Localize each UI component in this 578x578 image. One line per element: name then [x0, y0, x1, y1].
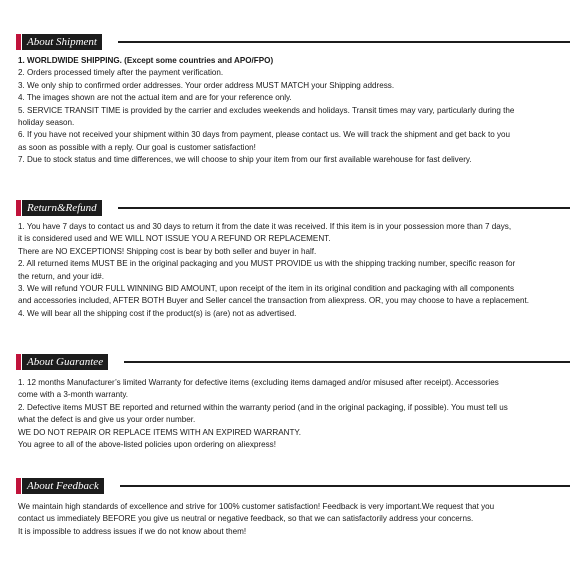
- header-accent-bar: [16, 354, 21, 370]
- section-header: [0, 198, 578, 218]
- body-line: 1. You have 7 days to contact us and 30 days to return it from the date it was received. If this item is in your possession more than 7 days,: [18, 222, 512, 231]
- section-body: [0, 221, 578, 320]
- body-line: We maintain high standards of excellence and strive for 100% customer satisfaction! Feedback is very important.We request that you: [18, 502, 495, 511]
- section-about-guarantee: [0, 352, 578, 451]
- section-title: About Feedback: [22, 478, 104, 494]
- body-line: WE DO NOT REPAIR OR REPLACE ITEMS WITH AN EXPIRED WARRANTY.: [18, 427, 302, 437]
- body-line: 2. Defective items MUST BE reported and returned within the warranty period (and in the original packaging, if possible). You must tell us: [18, 402, 508, 412]
- body-line: 3. We will refund YOUR FULL WINNING BID AMOUNT, upon receipt of the item in its original condition and packaging with all components: [18, 284, 515, 294]
- section-header: [0, 32, 578, 52]
- body-line: 4. The images shown are not the actual item and are for your reference only.: [18, 93, 292, 103]
- body-line: the return, and your id#.: [18, 271, 104, 281]
- section-title: Return&Refund: [22, 200, 102, 216]
- body-line: it is considered used and WE WILL NOT ISSUE YOU A REFUND OR REPLACEMENT.: [18, 234, 331, 244]
- body-line: 2. All returned items MUST BE in the original packaging and you MUST PROVIDE us with the shipping tracking number, specific reason for: [18, 259, 516, 269]
- section-about-feedback: [0, 476, 578, 538]
- body-line: 5. SERVICE TRANSIT TIME is provided by the carrier and excludes weekends and holidays. Transit times may vary, particularly during the: [18, 105, 515, 115]
- header-rule: [124, 361, 570, 363]
- header-rule: [118, 41, 570, 43]
- body-line: 2. Orders processed timely after the payment verification.: [18, 68, 224, 78]
- body-line: 1. 12 months Manufacturer’s limited Warranty for defective items (excluding items damaged and/or misused after receipt). Accessories: [18, 378, 499, 387]
- header-rule: [120, 485, 570, 487]
- body-line: 4. We will bear all the shipping cost if the product(s) is (are) not as advertised.: [18, 308, 297, 318]
- section-body: [0, 377, 578, 451]
- body-line: It is impossible to address issues if we do not know about them!: [18, 526, 247, 536]
- section-return-refund: [0, 198, 578, 320]
- body-line: 3. We only ship to confirmed order addresses. Your order address MUST MATCH your Shipping address.: [18, 80, 395, 90]
- section-title: About Guarantee: [22, 354, 108, 370]
- header-rule: [118, 207, 570, 209]
- body-line: holiday season.: [18, 118, 75, 128]
- section-header: [0, 352, 578, 372]
- body-line: You agree to all of the above-listed policies upon ordering on aliexpress!: [18, 440, 276, 450]
- section-about-shipment: [0, 32, 578, 167]
- body-line: 7. Due to stock status and time differences, we will choose to ship your item from our first available warehouse for fast delivery.: [18, 155, 472, 165]
- body-line: 1. WORLDWIDE SHIPPING. (Except some countries and APO/FPO): [18, 56, 274, 65]
- body-line: and accessories included, AFTER BOTH Buyer and Seller cancel the transaction from aliexpress. OR, you may choose to have a replacement.: [18, 296, 530, 306]
- section-body: [0, 55, 578, 167]
- section-header: [0, 476, 578, 496]
- body-line: what the defect is and give us your order number.: [18, 415, 196, 425]
- body-line: There are NO EXCEPTIONS! Shipping cost is bear by both seller and buyer in half.: [18, 246, 317, 256]
- header-accent-bar: [16, 478, 21, 494]
- body-line: as soon as possible with a reply. Our goal is customer satisfaction!: [18, 142, 256, 152]
- header-accent-bar: [16, 34, 21, 50]
- body-line: 6. If you have not received your shipment within 30 days from payment, please contact us. We will track the shipment and get back to you: [18, 130, 511, 140]
- body-line: contact us immediately BEFORE you give us neutral or negative feedback, so that we can satisfactorily address your concerns.: [18, 514, 474, 524]
- section-title: About Shipment: [22, 34, 102, 50]
- body-line: come with a 3-month warranty.: [18, 390, 129, 400]
- header-accent-bar: [16, 200, 21, 216]
- section-body: [0, 501, 578, 538]
